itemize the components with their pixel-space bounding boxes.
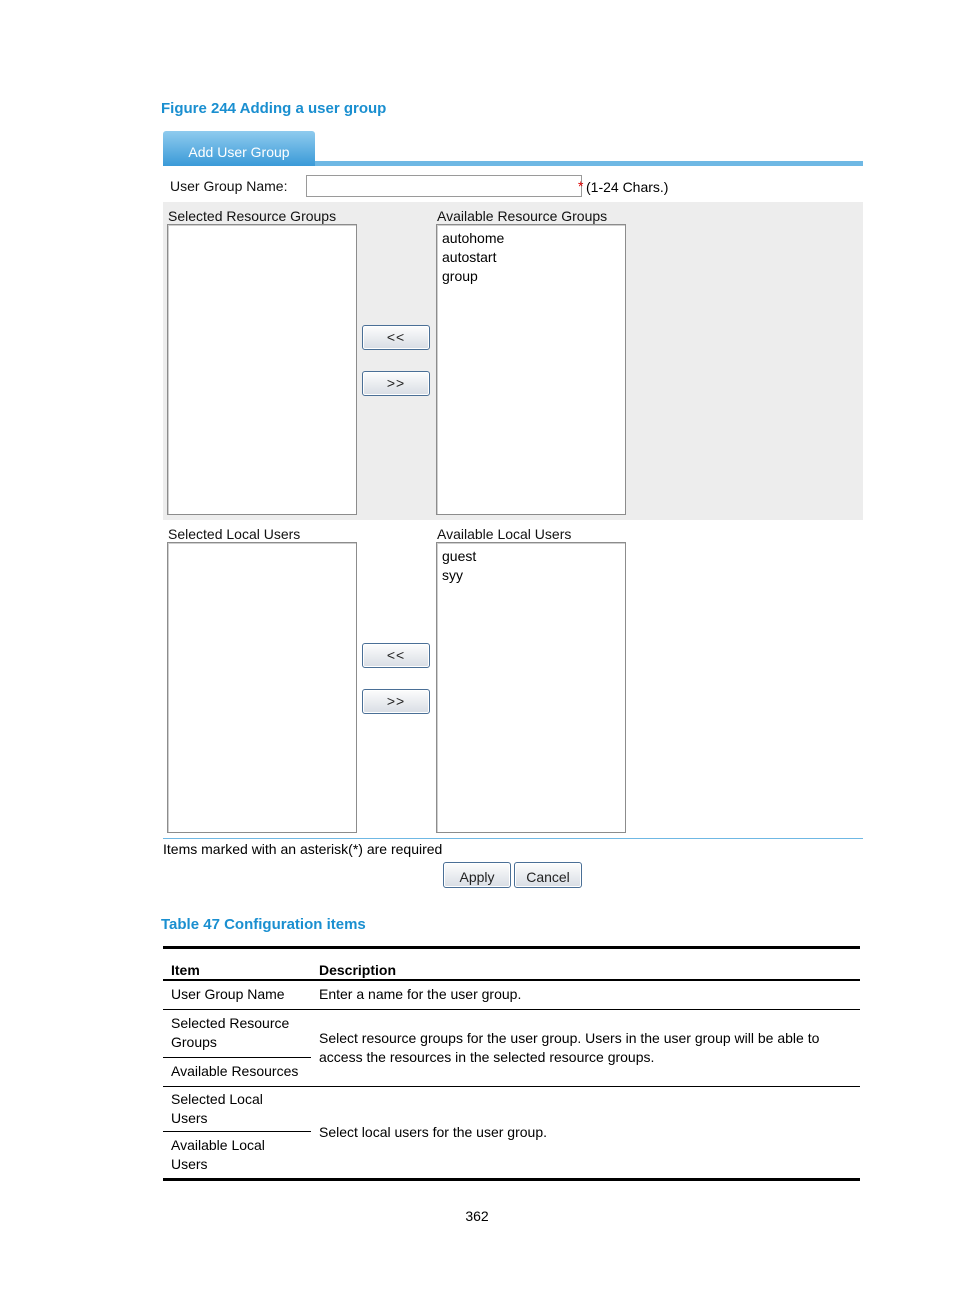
figure-caption: Figure 244 Adding a user group (161, 100, 387, 117)
selected-local-users-list[interactable] (167, 542, 357, 833)
remove-local-user-button[interactable]: >> (362, 689, 430, 714)
apply-button[interactable]: Apply (443, 862, 511, 888)
table-cell-description: Select resource groups for the user group. Users in the user group will be able to access the resources in the selected resource groups. (311, 1009, 860, 1086)
table-caption: Table 47 Configuration items (161, 916, 366, 933)
table-cell-description: Select local users for the user group. (311, 1086, 860, 1179)
available-resource-groups-label: Available Resource Groups (437, 208, 608, 224)
selected-local-users-label: Selected Local Users (168, 526, 301, 542)
table-row (163, 1086, 860, 1131)
table-cell-item: Selected Resource Groups (163, 1009, 311, 1057)
table-cell-item: User Group Name (171, 986, 285, 1003)
cancel-button[interactable]: Cancel (514, 862, 582, 888)
table-row (163, 980, 860, 1009)
table-cell-item: Selected Local Users (163, 1086, 311, 1131)
list-item[interactable]: guest (442, 548, 477, 564)
selected-resource-groups-list[interactable] (167, 224, 357, 515)
required-note: Items marked with an asterisk(*) are required (163, 841, 443, 857)
add-resource-group-button[interactable]: << (362, 325, 430, 350)
available-resource-groups-list[interactable] (436, 224, 626, 515)
tab-add-user-group[interactable]: Add User Group (163, 131, 315, 166)
remove-resource-group-button[interactable]: >> (362, 371, 430, 396)
table-header-item: Item (163, 948, 311, 981)
table-cell-item: Available Resources (163, 1057, 311, 1086)
user-group-name-label: User Group Name: (170, 178, 288, 194)
list-item[interactable]: syy (442, 567, 463, 583)
table-header-description: Description (311, 948, 860, 981)
user-group-name-input[interactable] (306, 175, 582, 197)
table-cell-item: Available Local Users (163, 1131, 311, 1179)
list-item[interactable]: autohome (442, 230, 505, 246)
table-row (163, 1009, 860, 1057)
page-number: 362 (465, 1208, 489, 1224)
available-local-users-list[interactable] (436, 542, 626, 833)
selected-resource-groups-label: Selected Resource Groups (168, 208, 337, 224)
list-item[interactable]: group (442, 268, 478, 284)
table-cell-description: Enter a name for the user group. (319, 986, 522, 1003)
add-local-user-button[interactable]: << (362, 643, 430, 668)
list-item[interactable]: autostart (442, 249, 497, 265)
length-hint: (1-24 Chars.) (586, 179, 669, 195)
required-asterisk: * (578, 178, 584, 194)
configuration-items-table (163, 946, 860, 1181)
divider (163, 838, 863, 839)
available-local-users-label: Available Local Users (437, 526, 572, 542)
